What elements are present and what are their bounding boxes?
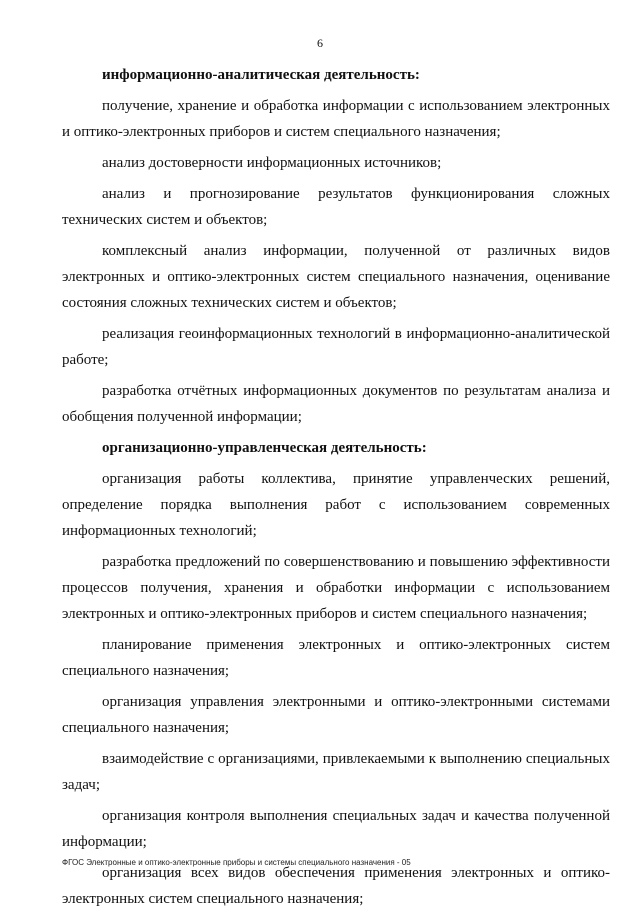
- section-heading: информационно-аналитическая деятельность:: [102, 67, 420, 83]
- list-item: организация контроля выполнения специальных задач и качества полученной информации;: [62, 808, 610, 850]
- list-item: реализация геоинформационных технологий в информационно-аналитической работе;: [62, 326, 610, 368]
- document-body: [62, 62, 610, 917]
- page-footer: ФГОС Электронные и оптико-электронные приборы и системы специального назначения - 05: [62, 858, 411, 867]
- list-item: организация управления электронными и оптико-электронными системами специального назначения;: [62, 694, 610, 736]
- list-item: организация работы коллектива, принятие управленческих решений, определение порядка выполнения работ с использованием современных информационных технологий;: [62, 471, 610, 539]
- list-item: взаимодействие с организациями, привлекаемыми к выполнению специальных задач;: [62, 751, 610, 793]
- list-item: анализ достоверности информационных источников;: [102, 155, 442, 171]
- page-number: 6: [317, 36, 323, 50]
- list-item: организация всех видов обеспечения применения электронных и оптико-электронных систем специального назначения;: [62, 865, 610, 907]
- list-item: получение, хранение и обработка информации с использованием электронных и оптико-электронных приборов и систем специального назначения;: [62, 98, 610, 140]
- list-item: разработка отчётных информационных документов по результатам анализа и обобщения полученной информации;: [62, 383, 610, 425]
- section-analytical: [62, 62, 610, 430]
- list-item: разработка предложений по совершенствованию и повышению эффективности процессов получения, хранения и обработки информации с использованием электронных и оптико-электронных приборов и систем специального назначения;: [62, 554, 610, 622]
- section-heading: организационно-управленческая деятельность:: [102, 440, 427, 456]
- list-item: анализ и прогнозирование результатов функционирования сложных технических систем и объектов;: [62, 186, 610, 228]
- list-item: планирование применения электронных и оптико-электронных систем специального назначения;: [62, 637, 610, 679]
- section-managerial: [62, 435, 610, 912]
- list-item: комплексный анализ информации, полученной от различных видов электронных и оптико-электронных систем специального назначения, оценивание состояния сложных технических систем и объектов;: [62, 243, 610, 311]
